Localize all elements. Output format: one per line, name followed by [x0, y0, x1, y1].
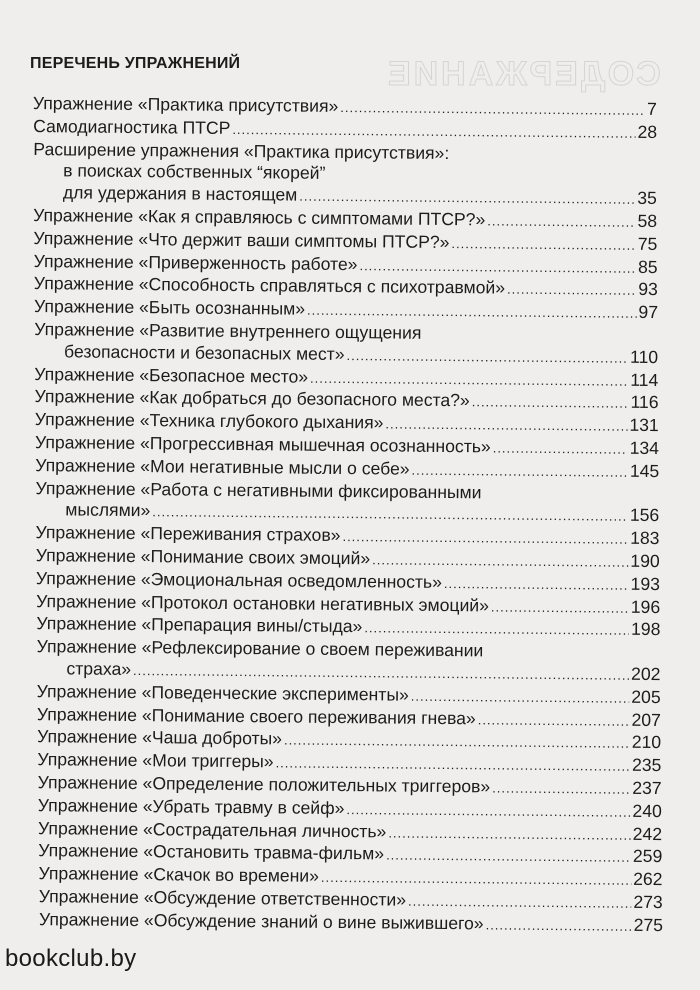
entry-title-line: Упражнение «Как добраться до безопасного места?» — [34, 386, 470, 411]
dot-leader — [487, 210, 635, 233]
page-number: 202 — [630, 663, 661, 684]
exercise-list — [0, 93, 700, 938]
page-number: 110 — [629, 346, 659, 367]
page-number: 134 — [629, 437, 660, 459]
entry-title-line: Упражнение «Переживания страхов» — [35, 522, 341, 546]
entry-title-line: Упражнение «Приверженность работе» — [33, 250, 358, 274]
dot-leader — [386, 845, 631, 869]
entry-title-line: Упражнение «Понимание своих эмоций» — [35, 545, 371, 569]
page-number: 183 — [630, 527, 660, 549]
page-number: 210 — [631, 732, 662, 753]
entry-title-line: Упражнение «Быть осознанным» — [33, 296, 306, 319]
entry-title-line: Упражнение «Работа с негативными фиксированными — [35, 477, 482, 502]
page-number: 58 — [637, 210, 658, 232]
entry-title-line: Расширение упражнения «Практика присутствия»: — [33, 138, 450, 163]
dot-leader — [486, 914, 632, 937]
dot-leader — [385, 414, 627, 438]
dot-leader — [346, 799, 630, 824]
entry-title-line: безопасности и безопасных мест» — [64, 341, 345, 364]
entry-title-line: Упражнение «Способность справляться с психотравмой» — [33, 273, 506, 298]
dot-leader — [507, 279, 636, 302]
page-number: 85 — [637, 256, 658, 277]
dot-leader — [364, 618, 629, 642]
entry-title-line: Упражнение «Обсуждение ответственности» — [38, 886, 407, 910]
page-number: 97 — [638, 302, 659, 323]
page-number: 259 — [632, 846, 663, 867]
entry-title-line: Упражнение «Безопасное место» — [34, 363, 309, 387]
page-number: 242 — [632, 823, 663, 844]
page-number: 35 — [637, 188, 658, 209]
dot-leader — [493, 437, 628, 460]
page-heading: ПЕРЕЧЕНЬ УПРАЖНЕНИЙ — [30, 55, 241, 72]
toc-entry — [36, 636, 660, 687]
page-number: 205 — [631, 686, 661, 707]
entry-title-line: Упражнение «Поведенческие эксперименты» — [36, 680, 409, 705]
dot-leader — [444, 573, 629, 597]
page-number: 198 — [630, 619, 661, 640]
page-number: 190 — [630, 550, 660, 572]
mirrored-bleed-through-title: СОДЕРЖАНИЕ — [385, 55, 661, 93]
entry-title-line: Упражнение «Обсуждение знаний о вине выжившего» — [38, 908, 484, 934]
toc-entry — [39, 909, 663, 938]
entry-title-line: мыслями» — [65, 499, 151, 521]
dot-leader — [411, 685, 630, 709]
dot-leader — [307, 300, 637, 325]
page-number: 28 — [637, 121, 658, 142]
watermark: bookclub.by — [5, 945, 137, 972]
page-number: 93 — [638, 279, 658, 300]
page-number: 237 — [632, 777, 662, 799]
entry-title-line: Упражнение «Практика присутствия» — [32, 93, 339, 116]
entry-title-line: Упражнение «Остановить травма-фильм» — [38, 840, 385, 864]
entry-title-line: Упражнение «Препарация вины/стыда» — [36, 613, 363, 637]
dot-leader — [359, 255, 636, 279]
entry-title-line: Упражнение «Скачок во времени» — [38, 863, 320, 886]
page-number: 207 — [631, 709, 662, 730]
toc-entry — [34, 319, 658, 370]
page-number: 193 — [630, 573, 661, 594]
dot-leader — [299, 186, 635, 211]
page-number: 275 — [633, 914, 664, 935]
entry-title-line: Упражнение «Убрать травму в сейф» — [37, 794, 345, 818]
dot-leader — [472, 392, 629, 415]
entry-title-line: страха» — [66, 658, 132, 679]
dot-leader — [346, 345, 628, 369]
entry-last-line — [39, 909, 663, 938]
entry-title-line: Упражнение «Определение положительных триггеров» — [37, 772, 491, 797]
page-number: 131 — [629, 414, 659, 436]
entry-title-line: Упражнение «Мои негативные мысли о себе» — [35, 454, 410, 479]
entry-title-line: Упражнение «Как я справляюсь с симптомами ПТСР?» — [33, 205, 486, 230]
dot-leader — [491, 596, 629, 619]
toc-entry — [33, 139, 658, 211]
dot-leader — [492, 777, 630, 800]
entry-title-line: Упражнение «Понимание своего переживания гнева» — [36, 703, 476, 728]
page-number: 262 — [633, 868, 663, 890]
page-number: 156 — [629, 505, 660, 526]
entry-title-line: Упражнение «Сострадательная личность» — [37, 817, 387, 841]
entry-title-line: Упражнение «Мои триггеры» — [37, 749, 274, 772]
toc-entry — [35, 478, 659, 529]
dot-leader — [478, 709, 630, 732]
dot-leader — [310, 367, 628, 392]
entry-title-line: Упражнение «Что держит ваши симптомы ПТСР?» — [33, 227, 450, 252]
entry-title-line: Упражнение «Протокол остановки негативных эмоций» — [36, 590, 490, 615]
entry-title-line: Упражнение «Прогрессивная мышечная осознанность» — [34, 432, 491, 457]
entry-title-line: Упражнение «Эмоциональная осведомленность» — [35, 567, 443, 592]
page-number: 7 — [646, 98, 657, 120]
entry-title-line: Самодиагностика ПТСР — [33, 115, 231, 138]
entry-title-line: Упражнение «Чаша доброты» — [37, 726, 283, 749]
page-number: 273 — [633, 891, 663, 913]
page-number: 114 — [630, 369, 659, 390]
page-number: 75 — [637, 233, 658, 254]
page-number: 116 — [630, 392, 659, 413]
entry-title-line: для удержания в настоящем — [62, 182, 298, 205]
page-number: 240 — [632, 800, 662, 821]
dot-leader — [321, 867, 631, 892]
dot-leader — [388, 822, 631, 846]
dot-leader — [342, 526, 628, 551]
entry-title-line: Упражнение «Развитие внутреннего ощущения — [34, 319, 422, 343]
dot-leader — [451, 233, 636, 257]
dot-leader — [408, 891, 632, 915]
page-number: 196 — [630, 596, 661, 617]
entry-title-line: Упражнение «Рефлексирование о своем переживании — [36, 636, 484, 661]
page-number: 145 — [629, 460, 660, 481]
dot-leader — [372, 549, 628, 573]
dot-leader — [411, 459, 627, 483]
entry-title-line: в поисках собственных “якорей” — [63, 160, 326, 184]
page-number: 235 — [631, 754, 662, 776]
entry-title-line: Упражнение «Техника глубокого дыхания» — [34, 409, 384, 433]
dot-leader — [340, 97, 645, 122]
